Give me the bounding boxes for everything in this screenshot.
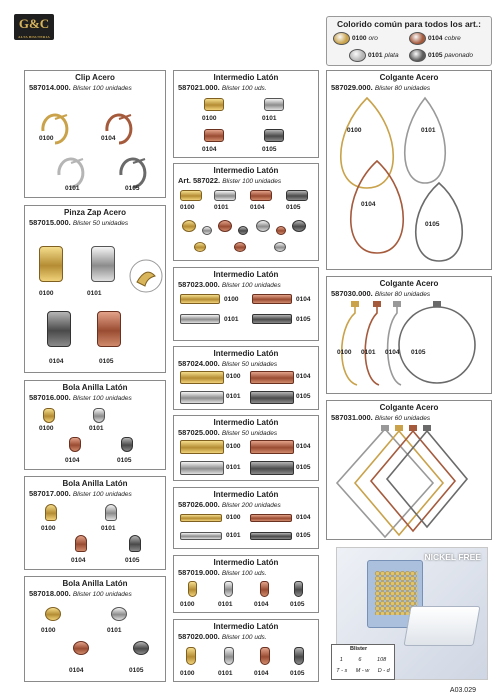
qty-cell: 6 bbox=[358, 657, 362, 663]
bead-silver bbox=[111, 607, 127, 621]
page-code: A03.029 bbox=[449, 687, 476, 694]
variant-code: 0101 bbox=[262, 115, 277, 122]
product-panel-pinza bbox=[24, 205, 166, 373]
product-panel-bola-587018 bbox=[24, 576, 166, 682]
variant-code: 0104 bbox=[254, 601, 269, 608]
product-title: Intermedio Latón bbox=[213, 418, 279, 427]
variant-code: 0104 bbox=[49, 358, 64, 365]
article-code: 587018.000. bbox=[29, 589, 71, 598]
tube-gunmetal bbox=[250, 461, 294, 475]
bead-copper bbox=[75, 535, 87, 552]
variant-code: 0100 bbox=[226, 443, 241, 450]
logo-text: G&C bbox=[18, 16, 50, 31]
variant-code: 0100 bbox=[226, 514, 241, 521]
variant-code: 0105 bbox=[125, 557, 140, 564]
variant-code: 0100 bbox=[202, 115, 217, 122]
variant-code: 0101 bbox=[89, 425, 104, 432]
blister-qty-row bbox=[332, 657, 394, 663]
article-number bbox=[178, 500, 281, 509]
ring-bead bbox=[256, 220, 270, 232]
color-swatch bbox=[349, 49, 366, 62]
bead-gold bbox=[180, 190, 202, 201]
article-number bbox=[29, 83, 132, 92]
color-code: 0100 bbox=[352, 35, 367, 42]
bead-gunmetal bbox=[286, 190, 308, 201]
article-code: 587017.000. bbox=[29, 489, 71, 498]
blister-table-header: Blister bbox=[350, 646, 368, 652]
variant-code: 0101 bbox=[218, 601, 233, 608]
bead-silver bbox=[214, 190, 236, 201]
clip-back-gunmetal bbox=[47, 311, 71, 347]
product-title: Bola Anilla Latón bbox=[62, 383, 128, 392]
product-title: Pinza Zap Acero bbox=[64, 208, 126, 217]
variant-code: 0105 bbox=[425, 221, 440, 228]
tube-copper bbox=[252, 294, 292, 304]
variant-code: 0105 bbox=[129, 667, 144, 674]
variant-code: 0104 bbox=[296, 443, 311, 450]
article-code: 587020.000. bbox=[178, 632, 220, 641]
connector-gunmetal bbox=[294, 647, 304, 665]
article-number bbox=[178, 359, 277, 368]
variant-code: 0105 bbox=[286, 204, 301, 211]
bead-copper bbox=[69, 437, 81, 452]
variant-code: 0105 bbox=[296, 464, 311, 471]
variant-code: 0105 bbox=[296, 393, 311, 400]
variant-code: 0104 bbox=[101, 135, 116, 142]
blister-unit-row bbox=[332, 668, 394, 674]
blister-qty: Blister 100 unidades bbox=[221, 282, 281, 289]
variant-code: 0101 bbox=[101, 525, 116, 532]
color-legend-title: Colorido común para todos los art.: bbox=[336, 19, 482, 29]
variant-code: 0104 bbox=[71, 557, 86, 564]
tube-gold bbox=[180, 294, 220, 304]
product-title: Intermedio Latón bbox=[213, 558, 279, 567]
article-code: 587023.000. bbox=[178, 280, 220, 289]
round-hoops-image bbox=[327, 299, 491, 393]
variant-code: 0100 bbox=[39, 290, 54, 297]
color-swatch-item bbox=[409, 32, 461, 45]
blister-qty: Blister 100 unidades bbox=[72, 491, 132, 498]
blister-qty: Blister 50 unidades bbox=[221, 361, 278, 368]
variant-code: 0105 bbox=[99, 358, 114, 365]
color-name: cobre bbox=[444, 35, 461, 42]
bead-gunmetal bbox=[264, 129, 284, 142]
product-title: Intermedio Latón bbox=[213, 73, 279, 82]
article-number bbox=[331, 413, 430, 422]
color-swatch bbox=[333, 32, 350, 45]
tube-gunmetal bbox=[250, 532, 292, 540]
product-panel-587025 bbox=[173, 415, 319, 481]
diamond-hoops-image bbox=[327, 423, 491, 539]
product-title: Colgante Acero bbox=[379, 403, 439, 412]
article-number bbox=[29, 218, 128, 227]
variant-code: 0100 bbox=[226, 373, 241, 380]
connector-silver bbox=[224, 581, 233, 597]
color-code: 0101 bbox=[368, 52, 383, 59]
product-panel-587030 bbox=[326, 276, 492, 394]
packaging-box bbox=[403, 606, 480, 646]
tube-gold bbox=[180, 371, 224, 384]
variant-code: 0105 bbox=[411, 349, 426, 356]
bead-gold bbox=[45, 504, 57, 521]
connector-silver bbox=[224, 647, 234, 665]
ring-bead bbox=[234, 242, 246, 252]
ring-bead bbox=[218, 220, 232, 232]
clip-detail-image bbox=[129, 256, 163, 296]
article-code: 587019.000. bbox=[178, 568, 220, 577]
color-legend bbox=[326, 16, 492, 66]
blister-qty: Blister 100 unidades bbox=[72, 591, 132, 598]
color-swatch-item bbox=[349, 49, 399, 62]
nickel-free-badge: NICKEL FREE bbox=[424, 552, 481, 562]
variant-code: 0104 bbox=[250, 204, 265, 211]
variant-code: 0101 bbox=[218, 670, 233, 677]
tube-gunmetal bbox=[252, 314, 292, 324]
product-panel-bola-587017 bbox=[24, 476, 166, 570]
article-code: 587024.000. bbox=[178, 359, 220, 368]
ring-bead bbox=[202, 226, 212, 235]
blister-qty: Blister 60 unidades bbox=[374, 415, 431, 422]
product-title: Colgante Acero bbox=[379, 73, 439, 82]
bead-gunmetal bbox=[133, 641, 149, 655]
article-number bbox=[178, 280, 281, 289]
product-panel-bola-587016 bbox=[24, 380, 166, 470]
variant-code: 0104 bbox=[202, 146, 217, 153]
bead-gold bbox=[45, 607, 61, 621]
blister-qty: Blister 100 uds. bbox=[221, 570, 267, 577]
product-panel-587022 bbox=[173, 163, 319, 261]
ring-bead bbox=[276, 226, 286, 235]
bead-copper bbox=[250, 190, 272, 201]
product-title: Bola Anilla Latón bbox=[62, 479, 128, 488]
variant-code: 0105 bbox=[290, 670, 305, 677]
tube-gunmetal bbox=[250, 391, 294, 404]
variant-code: 0101 bbox=[226, 532, 241, 539]
variant-code: 0101 bbox=[107, 627, 122, 634]
variant-code: 0104 bbox=[385, 349, 400, 356]
blister-qty: Blister 100 uds. bbox=[221, 634, 267, 641]
tube-silver bbox=[180, 314, 220, 324]
blister-qty: Blister 80 unidades bbox=[374, 291, 431, 298]
article-code: 587031.000. bbox=[331, 413, 373, 422]
clip-back-silver bbox=[91, 246, 115, 282]
variant-code: 0104 bbox=[254, 670, 269, 677]
blister-qty: Blister 80 unidades bbox=[374, 85, 431, 92]
variant-code: 0100 bbox=[41, 525, 56, 532]
article-number bbox=[29, 589, 132, 598]
variant-code: 0100 bbox=[180, 601, 195, 608]
color-swatch bbox=[409, 32, 426, 45]
article-code: 587029.000. bbox=[331, 83, 373, 92]
tube-copper bbox=[250, 440, 294, 454]
article-number bbox=[178, 632, 267, 641]
variant-code: 0101 bbox=[226, 393, 241, 400]
ring-bead bbox=[194, 242, 206, 252]
qty-cell: 1 bbox=[339, 657, 343, 663]
product-title: Intermedio Latón bbox=[213, 622, 279, 631]
article-code: 587030.000. bbox=[331, 289, 373, 298]
product-title: Clip Acero bbox=[75, 73, 115, 82]
product-title: Intermedio Latón bbox=[213, 270, 279, 279]
variant-code: 0101 bbox=[214, 204, 229, 211]
connector-copper bbox=[260, 581, 269, 597]
connector-gold bbox=[186, 647, 196, 665]
tube-silver bbox=[180, 391, 224, 404]
ring-bead bbox=[238, 226, 248, 235]
color-name: plata bbox=[384, 52, 399, 59]
variant-code: 0100 bbox=[224, 296, 239, 303]
variant-code: 0104 bbox=[65, 457, 80, 464]
article-number bbox=[178, 83, 267, 92]
tube-gold bbox=[180, 440, 224, 454]
color-swatch bbox=[409, 49, 426, 62]
bead-gold bbox=[204, 98, 224, 111]
blister-qty: Blister 100 unidades bbox=[222, 178, 282, 185]
color-code: 0104 bbox=[428, 35, 443, 42]
bead-copper bbox=[204, 129, 224, 142]
unit-cell: T - s bbox=[336, 668, 348, 674]
bead-gunmetal bbox=[121, 437, 133, 452]
product-panel-587031 bbox=[326, 400, 492, 540]
article-code: 587014.000. bbox=[29, 83, 71, 92]
connector-gunmetal bbox=[294, 581, 303, 597]
article-code: 587026.000. bbox=[178, 500, 220, 509]
color-swatch-item bbox=[333, 32, 378, 45]
color-name: oro bbox=[368, 35, 378, 42]
color-name: pavonado bbox=[444, 52, 474, 59]
tube-silver bbox=[180, 461, 224, 475]
unit-cell: D - d bbox=[377, 668, 390, 674]
blister-qty: Blister 100 unidades bbox=[72, 395, 132, 402]
variant-code: 0101 bbox=[87, 290, 102, 297]
variant-code: 0104 bbox=[296, 373, 311, 380]
product-panel-587023 bbox=[173, 267, 319, 341]
ring-bead bbox=[182, 220, 196, 232]
ring-bead bbox=[274, 242, 286, 252]
clip-back-gold bbox=[39, 246, 63, 282]
color-code: 0105 bbox=[428, 52, 443, 59]
variant-code: 0101 bbox=[421, 127, 436, 134]
blister-qty: Blister 50 unidades bbox=[221, 430, 278, 437]
article-number bbox=[178, 428, 277, 437]
product-title: Colgante Acero bbox=[379, 279, 439, 288]
variant-code: 0104 bbox=[296, 296, 311, 303]
article-code: 587025.000. bbox=[178, 428, 220, 437]
blister-qty: Blister 50 unidades bbox=[72, 220, 129, 227]
unit-cell: M - w bbox=[355, 668, 370, 674]
teardrop-hoops-image bbox=[327, 93, 491, 269]
product-title: Intermedio Latón bbox=[213, 490, 279, 499]
article-number bbox=[178, 176, 281, 185]
tube-gold bbox=[180, 514, 222, 522]
article-code: 587015.000. bbox=[29, 218, 71, 227]
variant-code: 0104 bbox=[296, 514, 311, 521]
product-panel-587026 bbox=[173, 487, 319, 549]
product-title: Intermedio Latón bbox=[213, 166, 279, 175]
variant-code: 0101 bbox=[226, 464, 241, 471]
variant-code: 0100 bbox=[180, 204, 195, 211]
connector-gold bbox=[188, 581, 197, 597]
variant-code: 0105 bbox=[117, 457, 132, 464]
product-panel-587020 bbox=[173, 619, 319, 682]
tube-copper bbox=[250, 371, 294, 384]
variant-code: 0105 bbox=[125, 185, 140, 192]
variant-code: 0104 bbox=[361, 201, 376, 208]
variant-code: 0101 bbox=[224, 316, 239, 323]
bead-silver bbox=[264, 98, 284, 111]
product-title: Bola Anilla Latón bbox=[62, 579, 128, 588]
article-code: Art. 587022. bbox=[178, 176, 221, 185]
variant-code: 0105 bbox=[290, 601, 305, 608]
bead-silver bbox=[93, 408, 105, 423]
variant-code: 0105 bbox=[296, 532, 311, 539]
blister-quantity-table bbox=[331, 644, 395, 680]
product-title: Intermedio Latón bbox=[213, 349, 279, 358]
tube-copper bbox=[250, 514, 292, 522]
blister-qty: Blister 100 unidades bbox=[72, 85, 132, 92]
article-number bbox=[178, 568, 267, 577]
variant-code: 0100 bbox=[41, 627, 56, 634]
product-panel-587029 bbox=[326, 70, 492, 270]
variant-code: 0101 bbox=[65, 185, 80, 192]
bead-gunmetal bbox=[129, 535, 141, 552]
blister-qty: Blister 200 unidades bbox=[221, 502, 281, 509]
article-number bbox=[29, 393, 132, 402]
variant-code: 0105 bbox=[262, 146, 277, 153]
variant-code: 0101 bbox=[361, 349, 376, 356]
blister-qty: Blister 100 uds. bbox=[221, 85, 267, 92]
clip-earrings-image bbox=[25, 93, 165, 198]
article-code: 587021.000. bbox=[178, 83, 220, 92]
bead-gold bbox=[43, 408, 55, 423]
logo-tagline: ALTA BISUTERIA bbox=[18, 35, 50, 39]
variant-code: 0100 bbox=[39, 135, 54, 142]
variant-code: 0104 bbox=[69, 667, 84, 674]
variant-code: 0100 bbox=[337, 349, 352, 356]
color-swatch-item bbox=[409, 49, 473, 62]
product-panel-587021 bbox=[173, 70, 319, 158]
connector-copper bbox=[260, 647, 270, 665]
variant-code: 0100 bbox=[180, 670, 195, 677]
product-panel-587019 bbox=[173, 555, 319, 613]
variant-code: 0105 bbox=[296, 316, 311, 323]
qty-cell: 108 bbox=[377, 657, 387, 663]
clip-back-copper bbox=[97, 311, 121, 347]
brand-logo bbox=[14, 14, 54, 40]
article-number bbox=[29, 489, 132, 498]
product-panel-clip bbox=[24, 70, 166, 198]
variant-code: 0100 bbox=[347, 127, 362, 134]
article-code: 587016.000. bbox=[29, 393, 71, 402]
bead-copper bbox=[73, 641, 89, 655]
article-number bbox=[331, 289, 430, 298]
article-number bbox=[331, 83, 430, 92]
variant-code: 0100 bbox=[39, 425, 54, 432]
ring-bead bbox=[292, 220, 306, 232]
product-panel-587024 bbox=[173, 346, 319, 410]
bead-silver bbox=[105, 504, 117, 521]
tube-silver bbox=[180, 532, 222, 540]
